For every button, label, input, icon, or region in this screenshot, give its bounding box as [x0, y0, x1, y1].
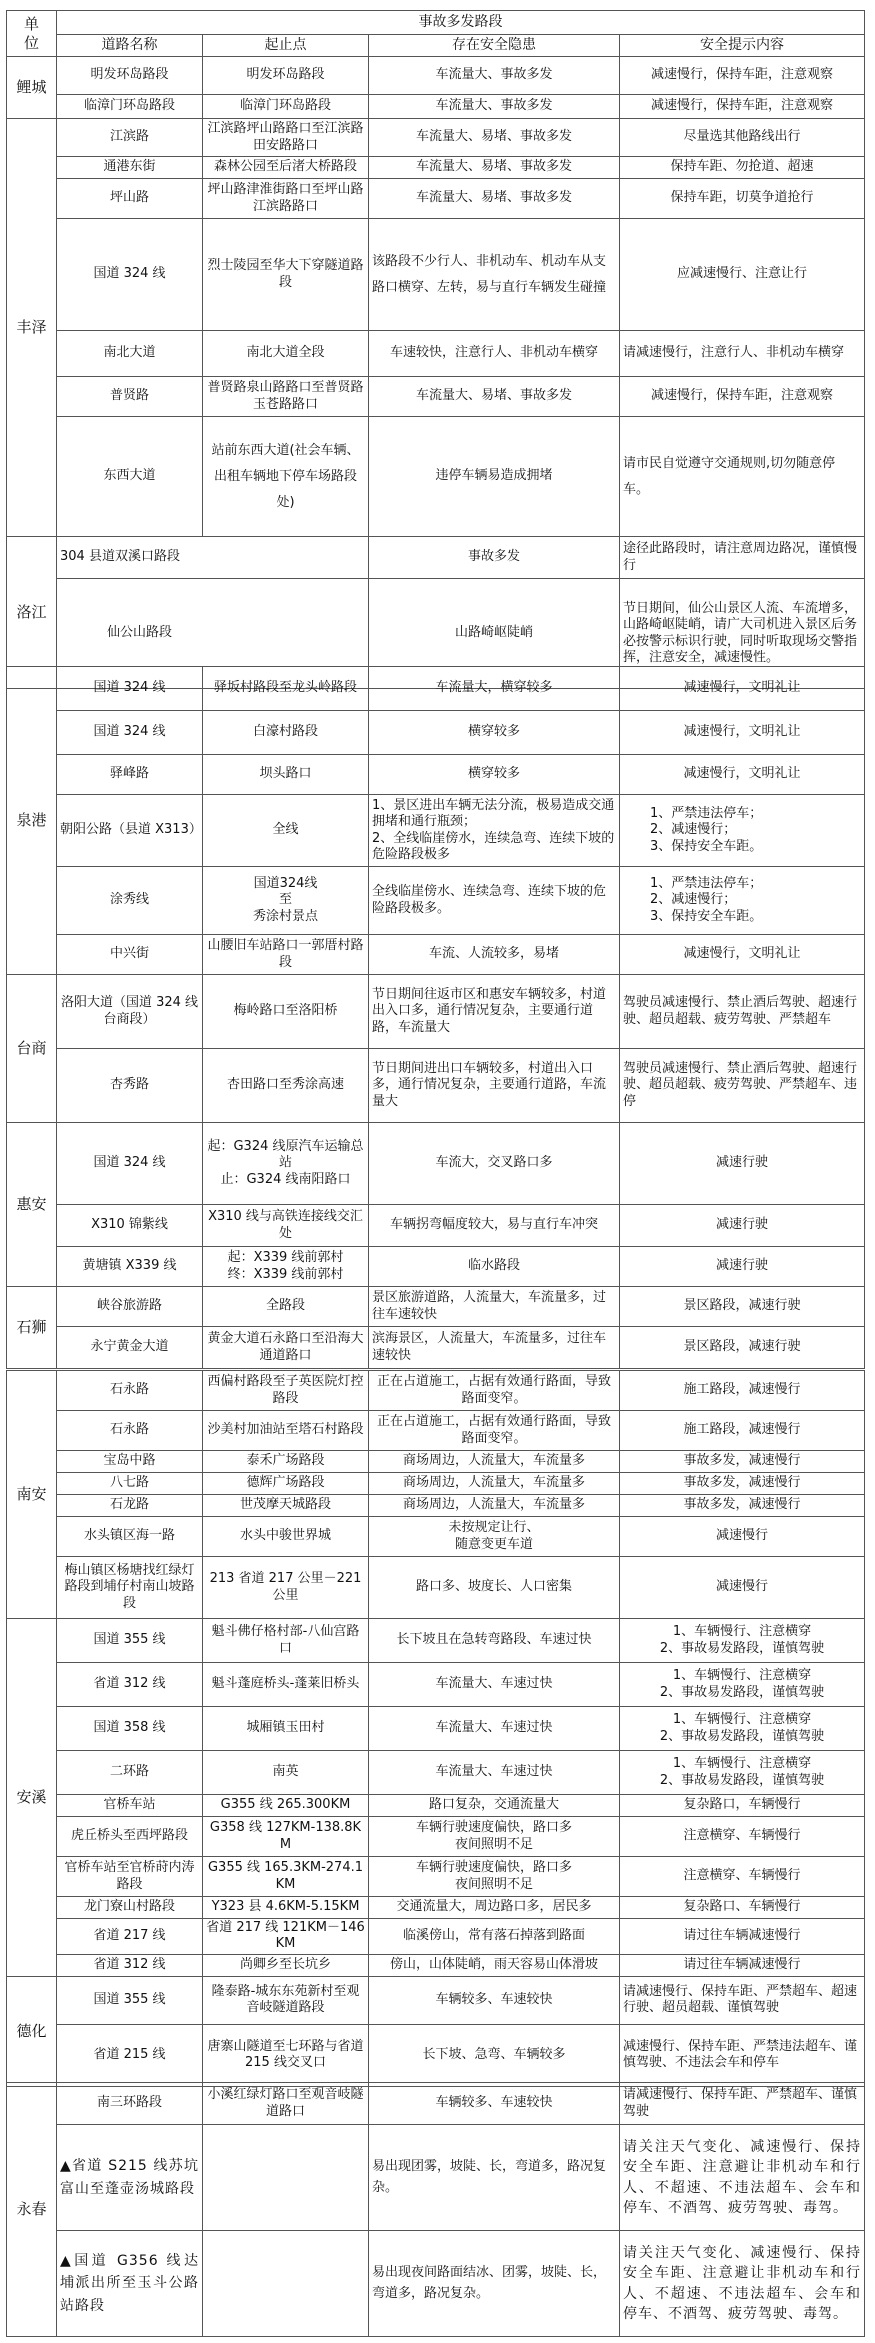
road-cell: 虎丘桥头至西坪路段	[57, 1817, 203, 1857]
section-cell: 白濠村路段	[203, 711, 369, 755]
hazard-cell: 商场周边，人流量大，车流量多	[369, 1495, 620, 1517]
section-cell: G355 线 165.3KM-274.1KM	[203, 1857, 369, 1897]
section-cell: 唐寨山隧道至七环路与省道 215 线交叉口	[203, 2024, 369, 2086]
section-cell: 起：G324 线原汽车运输总站 止：G324 线南阳路口	[203, 1123, 369, 1205]
road-cell: 龙门寮山村路段	[57, 1897, 203, 1919]
road-cell: 通港东街	[57, 157, 203, 179]
tip-cell: 减速慢行，文明礼让	[620, 755, 865, 795]
hazard-cell: 违停车辆易造成拥堵	[369, 417, 620, 537]
tip-cell: 景区路段，减速行驶	[620, 1327, 865, 1369]
hazard-cell: 临水路段	[369, 1247, 620, 1287]
tip-cell: 减速慢行、保持车距、严禁违法超车、谨慎驾驶、不违法会车和停车	[620, 2024, 865, 2086]
table-part-3	[6, 1370, 865, 2087]
road-cell: 省道 312 线	[57, 1663, 203, 1707]
section-cell: G358 线 127KM-138.8KM	[203, 1817, 369, 1857]
unit-cell: 洛江	[7, 537, 57, 689]
hazard-cell: 路口复杂，交通流量大	[369, 1795, 620, 1817]
section-cell: 世茂摩天城路段	[203, 1495, 369, 1517]
road-cell: 仙公山路段	[57, 579, 369, 689]
tip-cell: 1、严禁违法停车； 2、减速慢行； 3、保持安全车距。	[620, 795, 865, 867]
header-unit: 单 位	[7, 11, 57, 57]
road-cell: 永宁黄金大道	[57, 1327, 203, 1369]
unit-cell: 泉港	[7, 667, 57, 975]
road-cell: 国道 355 线	[57, 1976, 203, 2024]
section-cell: 西偏村路段至子英医院灯控路段	[203, 1371, 369, 1411]
tip-cell: 注意横穿、车辆慢行	[620, 1817, 865, 1857]
section-cell: 杏田路口至秀涂高速	[203, 1049, 369, 1123]
hazard-cell: 交通流量大，周边路口多，居民多	[369, 1897, 620, 1919]
tip-cell: 减速慢行，文明礼让	[620, 935, 865, 975]
tip-cell: 1、车辆慢行、注意横穿 2、事故易发路段，谨慎驾驶	[620, 1707, 865, 1751]
hazard-cell: 车流量大、事故多发	[369, 95, 620, 119]
hazard-cell: 长下坡且在急转弯路段、车速过快	[369, 1619, 620, 1663]
section-cell	[203, 2125, 369, 2231]
tip-cell: 减速慢行，保持车距，注意观察	[620, 377, 865, 417]
road-cell: 国道 358 线	[57, 1707, 203, 1751]
tip-cell: 1、车辆慢行、注意横穿 2、事故易发路段，谨慎驾驶	[620, 1751, 865, 1795]
tip-cell: 保持车距，切莫争道抢行	[620, 179, 865, 219]
road-cell: 黄塘镇 X339 线	[57, 1247, 203, 1287]
road-cell: 中兴街	[57, 935, 203, 975]
hazard-cell: 车辆行驶速度偏快，路口多 夜间照明不足	[369, 1857, 620, 1897]
tip-cell: 请减速慢行、保持车距、严禁超车、超速行驶、超员超载、谨慎驾驶	[620, 1976, 865, 2024]
unit-cell: 丰泽	[7, 119, 57, 537]
unit-cell: 惠安	[7, 1123, 57, 1287]
road-cell: 国道 324 线	[57, 711, 203, 755]
road-cell: 官桥车站至官桥莳内涛路段	[57, 1857, 203, 1897]
road-cell: 涂秀线	[57, 867, 203, 935]
road-cell: 省道 312 线	[57, 1954, 203, 1976]
hazard-cell: 未按规定让行、 随意变更车道	[369, 1517, 620, 1557]
road-cell: 洛阳大道（国道 324 线台商段）	[57, 975, 203, 1049]
tip-cell: 途径此路段时，请注意周边路况，谨慎慢行	[620, 537, 865, 579]
section-cell: 魁斗佛仔格村部-八仙宫路口	[203, 1619, 369, 1663]
hazard-cell: 车流量大，横穿较多	[369, 667, 620, 711]
tip-cell: 请市民自觉遵守交通规则,切勿随意停车。	[620, 417, 865, 537]
tip-cell: 注意横穿、车辆慢行	[620, 1857, 865, 1897]
section-cell: 省道 217 线 121KM－146KM	[203, 1919, 369, 1955]
table-part-1	[6, 10, 865, 689]
hazard-cell: 节日期间往返市区和惠安车辆较多，村道出入口多，通行情况复杂，主要通行道路，车流量大	[369, 975, 620, 1049]
section-cell: 国道324线 至 秀涂村景点	[203, 867, 369, 935]
section-cell: 隆泰路-城东东苑新村至观音岐隧道路段	[203, 1976, 369, 2024]
section-cell: 泰禾广场路段	[203, 1451, 369, 1473]
hazard-cell: 山路崎岖陡峭	[369, 579, 620, 689]
section-cell: 驿坂村路段至龙头岭路段	[203, 667, 369, 711]
section-cell: 德辉广场路段	[203, 1473, 369, 1495]
section-cell: 南北大道全段	[203, 331, 369, 377]
section-cell: 黄金大道石永路口至沿海大通道路口	[203, 1327, 369, 1369]
tip-cell: 请关注天气变化、减速慢行、保持安全车距、注意避让非机动车和行人、不超速、不违法超车、会车和停车、不酒驾、疲劳驾驶、毒驾。	[620, 2231, 865, 2337]
tip-cell: 施工路段，减速慢行	[620, 1411, 865, 1451]
hazard-cell: 车流量大、车速过快	[369, 1707, 620, 1751]
road-cell: 国道 355 线	[57, 1619, 203, 1663]
road-cell: 临漳门环岛路段	[57, 95, 203, 119]
tip-cell: 节日期间，仙公山景区人流、车流增多，山路崎岖陡峭，请广大司机进入景区后务必按警示标识行驶，同时听取现场交警指挥，注意安全，减速慢性。	[620, 579, 865, 689]
tip-cell: 驾驶员减速慢行、禁止酒后驾驶、超速行驶、超员超载、疲劳驾驶、严禁超车	[620, 975, 865, 1049]
unit-cell: 台商	[7, 975, 57, 1123]
section-cell: 梅岭路口至洛阳桥	[203, 975, 369, 1049]
tip-cell: 请减速慢行、保持车距、严禁超车、谨慎驾驶	[620, 2083, 865, 2125]
tip-cell: 减速慢行，文明礼让	[620, 667, 865, 711]
hazard-cell: 车辆较多、车速较快	[369, 1976, 620, 2024]
hazard-cell: 正在占道施工，占据有效通行路面，导致路面变窄。	[369, 1411, 620, 1451]
road-cell: 南北大道	[57, 331, 203, 377]
section-cell: 坝头路口	[203, 755, 369, 795]
road-cell: 省道 215 线	[57, 2024, 203, 2086]
road-cell: 江滨路	[57, 119, 203, 157]
header-tip: 安全提示内容	[620, 35, 865, 57]
unit-cell: 安溪	[7, 1619, 57, 1977]
hazard-cell: 车流量大、易堵、事故多发	[369, 377, 620, 417]
section-cell: 明发环岛路段	[203, 57, 369, 95]
unit-cell: 鲤城	[7, 57, 57, 119]
unit-cell: 南安	[7, 1371, 57, 1619]
hazard-cell: 易出现夜间路面结冰、团雾，坡陡、长，弯道多，路况复杂。	[369, 2231, 620, 2337]
hazard-cell: 节日期间进出口车辆较多，村道出入口多，通行情况复杂，主要通行道路，车流量大	[369, 1049, 620, 1123]
section-cell: 沙美村加油站至塔石村路段	[203, 1411, 369, 1451]
header-section: 起止点	[203, 35, 369, 57]
tip-cell: 施工路段，减速慢行	[620, 1371, 865, 1411]
section-cell: 烈士陵园至华大下穿隧道路段	[203, 219, 369, 331]
section-cell: 魁斗蓬庭桥头-蓬莱旧桥头	[203, 1663, 369, 1707]
hazard-cell: 横穿较多	[369, 711, 620, 755]
hazard-cell: 车流量大、车速过快	[369, 1751, 620, 1795]
hazard-cell: 横穿较多	[369, 755, 620, 795]
road-cell: 峡谷旅游路	[57, 1287, 203, 1327]
hazard-cell: 车流量大、易堵、事故多发	[369, 179, 620, 219]
road-cell: X310 锦紫线	[57, 1205, 203, 1247]
header-road: 道路名称	[57, 35, 203, 57]
section-cell: 江滨路坪山路路口至江滨路田安路路口	[203, 119, 369, 157]
section-cell: 普贤路泉山路路口至普贤路玉苍路路口	[203, 377, 369, 417]
tip-cell: 1、车辆慢行、注意横穿 2、事故易发路段，谨慎驾驶	[620, 1619, 865, 1663]
road-cell: 二环路	[57, 1751, 203, 1795]
hazard-cell: 车流大，交叉路口多	[369, 1123, 620, 1205]
road-cell: 坪山路	[57, 179, 203, 219]
tip-cell: 请过往车辆减速慢行	[620, 1954, 865, 1976]
hazard-cell: 该路段不少行人、非机动车、机动车从支路口横穿、左转，易与直行车辆发生碰撞	[369, 219, 620, 331]
tip-cell: 请过往车辆减速慢行	[620, 1919, 865, 1955]
tip-cell: 请关注天气变化、减速慢行、保持安全车距、注意避让非机动车和行人、不超速、不违法超车、会车和停车、不酒驾、疲劳驾驶、毒驾。	[620, 2125, 865, 2231]
hazard-cell: 车辆行驶速度偏快，路口多 夜间照明不足	[369, 1817, 620, 1857]
header-hazard: 存在安全隐患	[369, 35, 620, 57]
hazard-cell: 车流量大、易堵、事故多发	[369, 119, 620, 157]
tip-cell: 复杂路口、车辆慢行	[620, 1897, 865, 1919]
road-cell: 石永路	[57, 1371, 203, 1411]
hazard-cell: 商场周边，人流量大，车流量多	[369, 1473, 620, 1495]
tip-cell: 事故多发，减速慢行	[620, 1473, 865, 1495]
section-cell: 临漳门环岛路段	[203, 95, 369, 119]
hazard-cell: 车辆拐弯幅度较大，易与直行车冲突	[369, 1205, 620, 1247]
section-cell: 尚卿乡至长坑乡	[203, 1954, 369, 1976]
section-cell: 全线	[203, 795, 369, 867]
table-part-4	[6, 2082, 865, 2337]
tip-cell: 应减速慢行、注意让行	[620, 219, 865, 331]
road-cell: 国道 324 线	[57, 667, 203, 711]
section-cell: X310 线与高铁连接线交汇处	[203, 1205, 369, 1247]
road-cell: 八七路	[57, 1473, 203, 1495]
section-cell: 起：X339 线前郭村 终：X339 线前郭村	[203, 1247, 369, 1287]
section-cell: 站前东西大道(社会车辆、出租车辆地下停车场路段处)	[203, 417, 369, 537]
section-cell: 坪山路津淮街路口至坪山路江滨路路口	[203, 179, 369, 219]
hazard-cell: 易出现团雾，坡陡、长，弯道多，路况复杂。	[369, 2125, 620, 2231]
tip-cell: 1、严禁违法停车； 2、减速慢行； 3、保持安全车距。	[620, 867, 865, 935]
road-cell: 驿峰路	[57, 755, 203, 795]
hazard-cell: 滨海景区，人流量大，车流量多，过往车速较快	[369, 1327, 620, 1369]
tip-cell: 请减速慢行，注意行人、非机动车横穿	[620, 331, 865, 377]
tip-cell: 减速慢行	[620, 1557, 865, 1619]
hazard-cell: 1、景区进出车辆无法分流，极易造成交通拥堵和通行瓶颈； 2、全线临崖傍水，连续急弯、连续下坡的危险路段极多	[369, 795, 620, 867]
road-cell: 石龙路	[57, 1495, 203, 1517]
road-cell: 朝阳公路（县道 X313）	[57, 795, 203, 867]
tip-cell: 事故多发，减速慢行	[620, 1495, 865, 1517]
tip-cell: 尽量选其他路线出行	[620, 119, 865, 157]
hazard-cell: 车流、人流较多，易堵	[369, 935, 620, 975]
road-cell: 省道 217 线	[57, 1919, 203, 1955]
section-cell: 森林公园至后渚大桥路段	[203, 157, 369, 179]
road-cell: 宝岛中路	[57, 1451, 203, 1473]
hazard-cell: 正在占道施工，占据有效通行路面，导致路面变窄。	[369, 1371, 620, 1411]
hazard-cell: 景区旅游道路，人流量大，车流量多，过往车速较快	[369, 1287, 620, 1327]
tip-cell: 减速行驶	[620, 1205, 865, 1247]
tip-cell: 减速慢行	[620, 1517, 865, 1557]
tip-cell: 1、车辆慢行、注意横穿 2、事故易发路段，谨慎驾驶	[620, 1663, 865, 1707]
section-cell: 全路段	[203, 1287, 369, 1327]
tip-cell: 减速慢行，保持车距，注意观察	[620, 95, 865, 119]
road-cell: 梅山镇区杨塘找红绿灯路段到埔仔村南山坡路段	[57, 1557, 203, 1619]
section-cell: Y323 县 4.6KM-5.15KM	[203, 1897, 369, 1919]
tip-cell: 减速行驶	[620, 1247, 865, 1287]
tip-cell: 减速慢行，文明礼让	[620, 711, 865, 755]
section-cell: 山腰旧车站路口一郭厝村路段	[203, 935, 369, 975]
hazard-cell: 临溪傍山，常有落石掉落到路面	[369, 1919, 620, 1955]
road-cell: 东西大道	[57, 417, 203, 537]
hazard-cell: 车速较快，注意行人、非机动车横穿	[369, 331, 620, 377]
section-cell: G355 线 265.300KM	[203, 1795, 369, 1817]
road-cell: 杏秀路	[57, 1049, 203, 1123]
unit-cell: 德化	[7, 1976, 57, 2086]
hazard-cell: 商场周边，人流量大，车流量多	[369, 1451, 620, 1473]
section-cell: 南英	[203, 1751, 369, 1795]
section-cell: 小溪红绿灯路口至观音岐隧道路口	[203, 2083, 369, 2125]
section-cell: 213 省道 217 公里－221 公里	[203, 1557, 369, 1619]
hazard-cell: 车辆较多、车速较快	[369, 2083, 620, 2125]
section-cell: 水头中骏世界城	[203, 1517, 369, 1557]
hazard-cell: 事故多发	[369, 537, 620, 579]
tip-cell: 减速行驶	[620, 1123, 865, 1205]
tip-cell: 事故多发，减速慢行	[620, 1451, 865, 1473]
road-cell: ▲国道 G356 线达埔派出所至玉斗公路站路段	[57, 2231, 203, 2337]
header-title: 事故多发路段	[57, 11, 865, 35]
tip-cell: 减速慢行，保持车距，注意观察	[620, 57, 865, 95]
tip-cell: 驾驶员减速慢行、禁止酒后驾驶、超速行驶、超员超载、疲劳驾驶、严禁超车、违停	[620, 1049, 865, 1123]
road-cell: 国道 324 线	[57, 1123, 203, 1205]
road-cell: 南三环路段	[57, 2083, 203, 2125]
road-cell: 304 县道双溪口路段	[57, 537, 369, 579]
section-cell: 城厢镇玉田村	[203, 1707, 369, 1751]
road-cell: ▲省道 S215 线苏坑富山至蓬壶汤城路段	[57, 2125, 203, 2231]
unit-cell: 永春	[7, 2083, 57, 2337]
hazard-cell: 傍山，山体陡峭，雨天容易山体滑坡	[369, 1954, 620, 1976]
section-cell	[203, 2231, 369, 2337]
unit-cell: 石狮	[7, 1287, 57, 1369]
road-cell: 国道 324 线	[57, 219, 203, 331]
hazard-cell: 车流量大、车速过快	[369, 1663, 620, 1707]
road-cell: 明发环岛路段	[57, 57, 203, 95]
tip-cell: 保持车距、勿抢道、超速	[620, 157, 865, 179]
hazard-cell: 车流量大、事故多发	[369, 57, 620, 95]
hazard-cell: 全线临崖傍水、连续急弯、连续下坡的危险路段极多。	[369, 867, 620, 935]
hazard-cell: 路口多、坡度长、人口密集	[369, 1557, 620, 1619]
tip-cell: 复杂路口，车辆慢行	[620, 1795, 865, 1817]
hazard-cell: 长下坡、急弯、车辆较多	[369, 2024, 620, 2086]
tip-cell: 景区路段，减速行驶	[620, 1287, 865, 1327]
road-cell: 水头镇区海一路	[57, 1517, 203, 1557]
road-cell: 普贤路	[57, 377, 203, 417]
hazard-cell: 车流量大、易堵、事故多发	[369, 157, 620, 179]
table-part-2	[6, 666, 865, 1369]
road-cell: 官桥车站	[57, 1795, 203, 1817]
road-cell: 石永路	[57, 1411, 203, 1451]
